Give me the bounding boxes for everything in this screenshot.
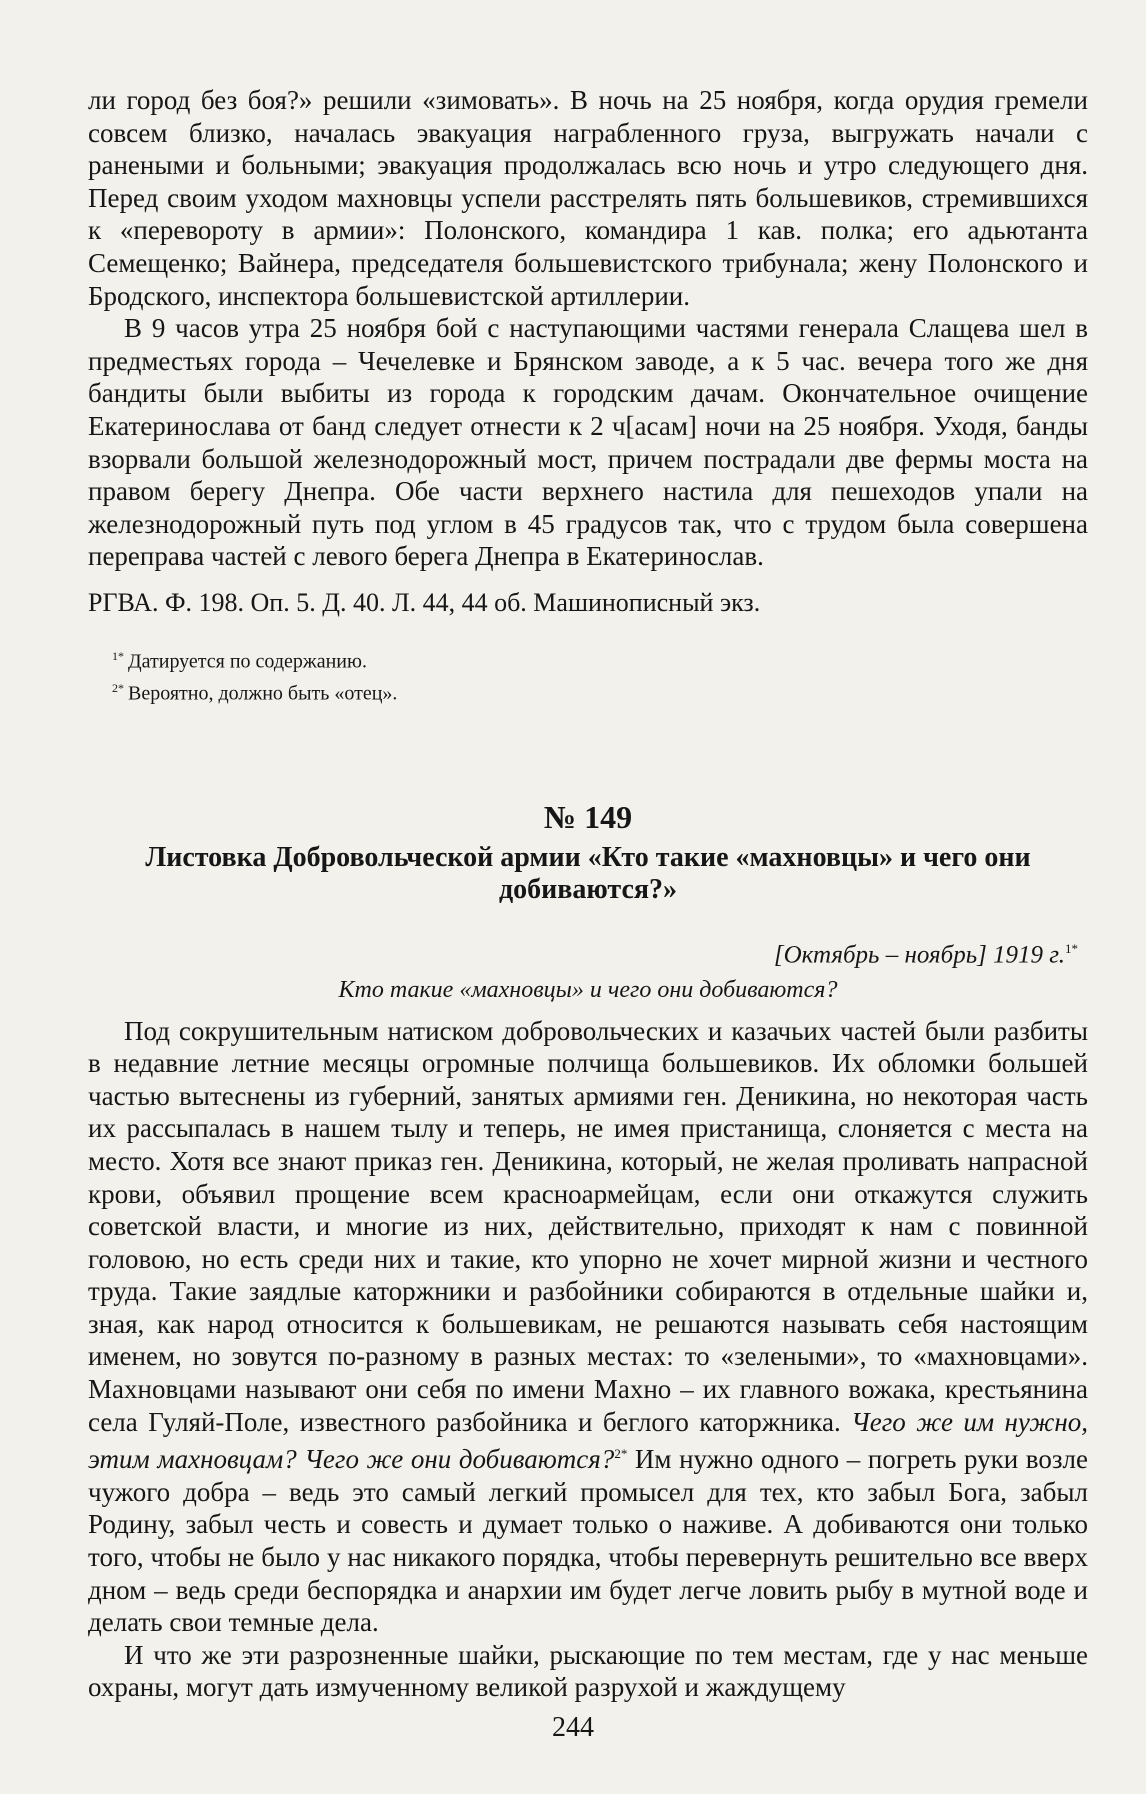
footnotes [88,643,1088,706]
document-title: Листовка Добровольческой армии «Кто такие «махновцы» и чего они добиваются?» [145,842,1031,906]
document-date [88,934,1088,970]
footnote-mark: 2* [112,680,124,695]
paragraph: И что же эти разрозненные шайки, рыскающие по тем местам, где у нас меньше охраны, могут дать измученному великой разрухой и жаждущему [88,1639,1088,1703]
paragraph-text: Под сокрушительным натиском добровольческих и казачьих частей были разбиты в недавние летние месяцы огромные полчища большевиков. Их обломки большей частью вытеснены из губерний, занятых армиями ген. Деникина, но некоторая часть их рассыпалась в нашем тылу и теперь, не имея пристанища, слоняется с места на место. Хотя все знают приказ ген. Деникина, который, не желая проливать напрасной крови, объявил прощение всем красноармейцам, если они откажутся служить советской власти, и многие из них, действительно, приходят к нам с повинной головою, но есть среди них и такие, кто упорно не хочет мирной жизни и честного труда. Такие заядлые каторжники и разбойники собираются в отдельные шайки и, зная, как народ относится к большевикам, не решаются называть себя настоящим именем, но зовутся по-разному в разных местах: то «зелеными», то «махновцами». Махновцами называют они себя по имени Махно – их главного вожака, крестьянина села Гуляй-Поле, известного разбойника и беглого каторжника. [88,1015,1088,1437]
document-number: № 149 [543,799,633,836]
date-text: [Октябрь – ноябрь] 1919 г. [773,941,1065,969]
page-number: 244 [552,1712,594,1743]
footnote-text: Вероятно, должно быть «отец». [128,682,398,705]
question-text: Чего же им нужно, этим махновцам? Чего же они добиваются? [88,1406,1089,1475]
footnote-mark: 2* [614,1446,628,1462]
document-subtitle: Кто такие «махновцы» и чего они добиваются? [338,976,838,1003]
footnote [112,675,1088,707]
paragraph-text: Им нужно одного – погреть руки возле чужого добра – ведь это самый легкий промысел для тех, кто забыл Бога, забыл Родину, забыл честь и совесть и думает только о наживе. А добиваются они только того, чтобы не было у нас никакого порядка, чтобы перевернуть решительно все вверх дном – ведь среди беспорядка и анархии им будет легче ловить рыбу в мутной воде и делать свои темные дела. [88,1444,1088,1638]
archive-source: РГВА. Ф. 198. Оп. 5. Д. 40. Л. 44, 44 об. Машинописный экз. [88,587,761,617]
paragraph: ли город без боя?» решили «зимовать». В ночь на 25 ноября, когда орудия гремели совсем близко, началась эвакуация награбленного груза, выгружать начали с ранеными и больными; эвакуация продолжалась всю ночь и утро следующего дня. Перед своим уходом махновцы успели расстрелять пять большевиков, стремившихся к «перевороту в армии»: Полонского, командира 1 кав. полка; его адьютанта Семещенко; Вайнера, председателя большевистского трибунала; жену Полонского и Бродского, инспектора большевистской артиллерии. [88,85,1088,311]
date-footnote-mark: 1* [1065,941,1078,957]
document-body [88,1015,1088,1704]
footnote-text: Датируется по содержанию. [128,650,367,673]
footnote [112,643,1088,675]
paragraph [88,1015,1088,1639]
footnote-mark: 1* [112,648,124,663]
paragraph: В 9 часов утра 25 ноября бой с наступающими частями генерала Слащева шел в предместьях города – Чечелевке и Брянском заводе, а к 5 час. вечера того же дня бандиты были выбиты из города к городским дачам. Окончательное очищение Екатеринослава от банд следует отнести к 2 ч[асам] ночи на 25 ноября. Уходя, банды взорвали большой железнодорожный мост, причем пострадали две фермы моста на правом берегу Днепра. Обе части верхнего настила для пешеходов упали на железнодорожный путь под углом в 45 градусов так, что с трудом была совершена переправа частей с левого берега Днепра в Екатеринослав. [88,313,1088,572]
previous-document-text [88,84,1088,619]
